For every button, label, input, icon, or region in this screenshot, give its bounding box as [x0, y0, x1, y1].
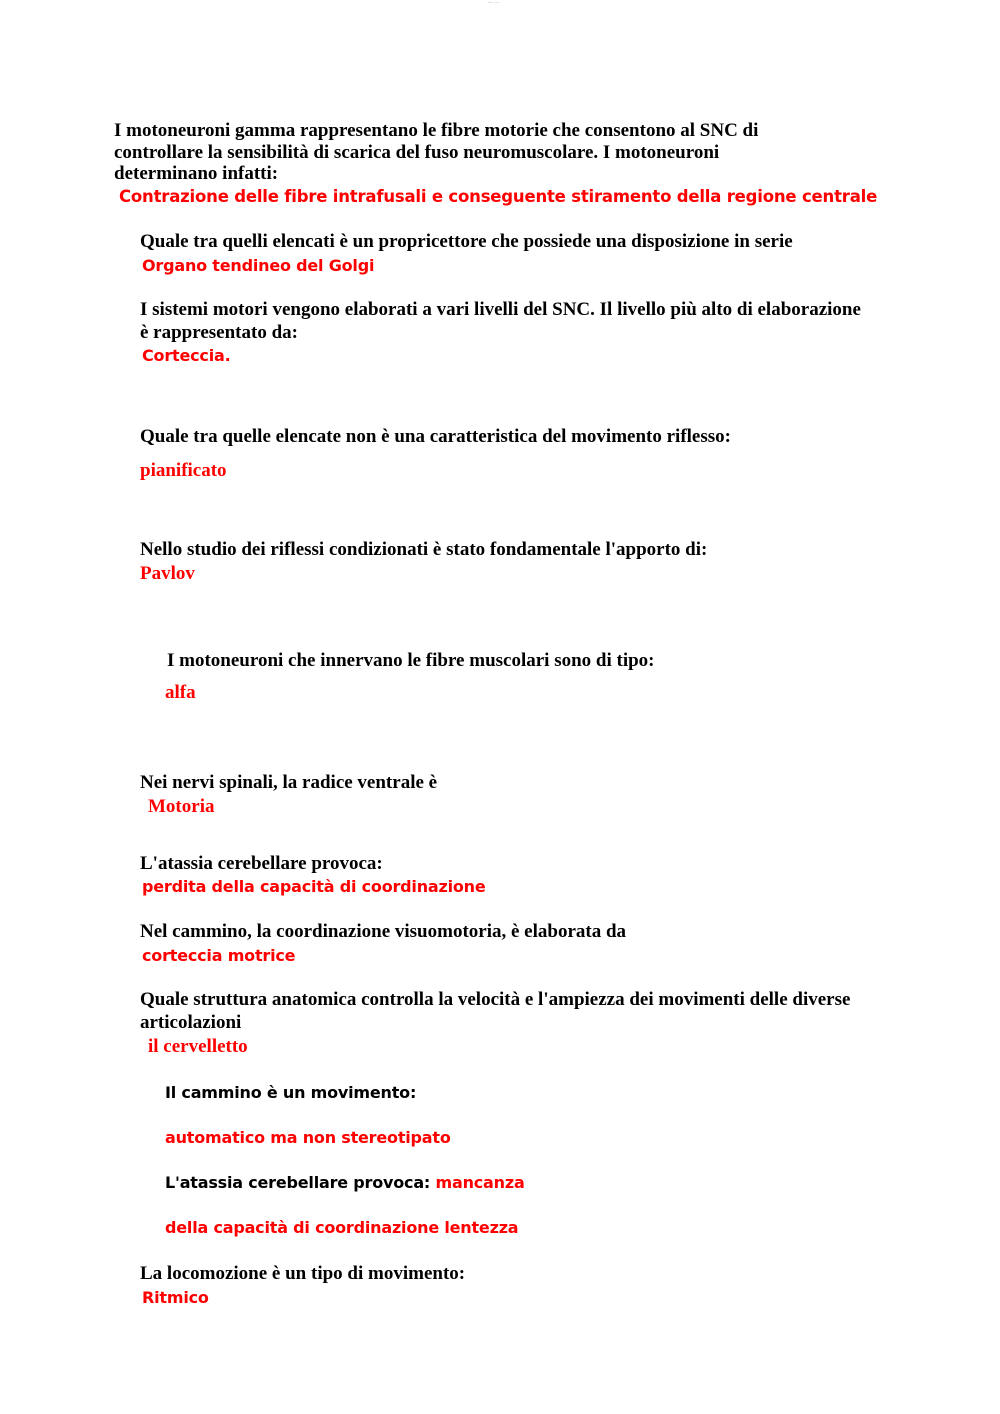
answer-11: automatico ma non stereotipato: [165, 1128, 451, 1147]
answer-12-inline: mancanza: [435, 1173, 525, 1192]
question-7: Nei nervi spinali, la radice ventrale è: [140, 772, 438, 793]
answer-10: il cervelletto: [148, 1036, 248, 1057]
question-1-line-3: determinano infatti:: [114, 163, 279, 184]
question-10-line-1: Quale struttura anatomica controlla la velocità e l'ampiezza dei movimenti delle diverse: [140, 989, 851, 1010]
answer-5: Pavlov: [140, 563, 195, 584]
question-5: Nello studio dei riflessi condizionati è stato fondamentale l'apporto di:: [140, 539, 708, 560]
question-12-text: L'atassia cerebellare provoca:: [165, 1173, 431, 1192]
question-12: [165, 1173, 525, 1193]
question-11: Il cammino è un movimento:: [165, 1083, 417, 1102]
question-3-line-2: è rappresentato da:: [140, 322, 298, 343]
answer-3: Corteccia.: [142, 346, 231, 365]
question-9: Nel cammino, la coordinazione visuomotoria, è elaborata da: [140, 921, 627, 942]
answer-9: corteccia motrice: [142, 946, 296, 965]
question-2: Quale tra quelli elencati è un propricettore che possiede una disposizione in serie: [140, 231, 793, 252]
question-10-line-2: articolazioni: [140, 1012, 242, 1033]
question-1-line-1: I motoneuroni gamma rappresentano le fibre motorie che consentono al SNC di: [114, 120, 759, 141]
question-3-line-1: I sistemi motori vengono elaborati a vari livelli del SNC. Il livello più alto di elaborazione: [140, 299, 861, 320]
answer-13: Ritmico: [142, 1288, 209, 1307]
page-header-mark: — ·····: [488, 0, 500, 5]
answer-6: alfa: [165, 682, 196, 703]
answer-1: Contrazione delle fibre intrafusali e conseguente stiramento della regione centrale: [119, 187, 878, 206]
answer-12: della capacità di coordinazione lentezza: [165, 1218, 519, 1237]
question-1-line-2: controllare la sensibilità di scarica del fuso neuromuscolare. I motoneuroni: [114, 142, 720, 163]
question-13: La locomozione è un tipo di movimento:: [140, 1263, 466, 1284]
question-8: L'atassia cerebellare provoca:: [140, 853, 383, 874]
question-4: Quale tra quelle elencate non è una caratteristica del movimento riflesso:: [140, 426, 731, 447]
answer-7: Motoria: [148, 796, 215, 817]
answer-2: Organo tendineo del Golgi: [142, 256, 375, 275]
question-6: I motoneuroni che innervano le fibre muscolari sono di tipo:: [167, 650, 655, 671]
answer-8: perdita della capacità di coordinazione: [142, 877, 486, 896]
answer-4: pianificato: [140, 460, 227, 481]
